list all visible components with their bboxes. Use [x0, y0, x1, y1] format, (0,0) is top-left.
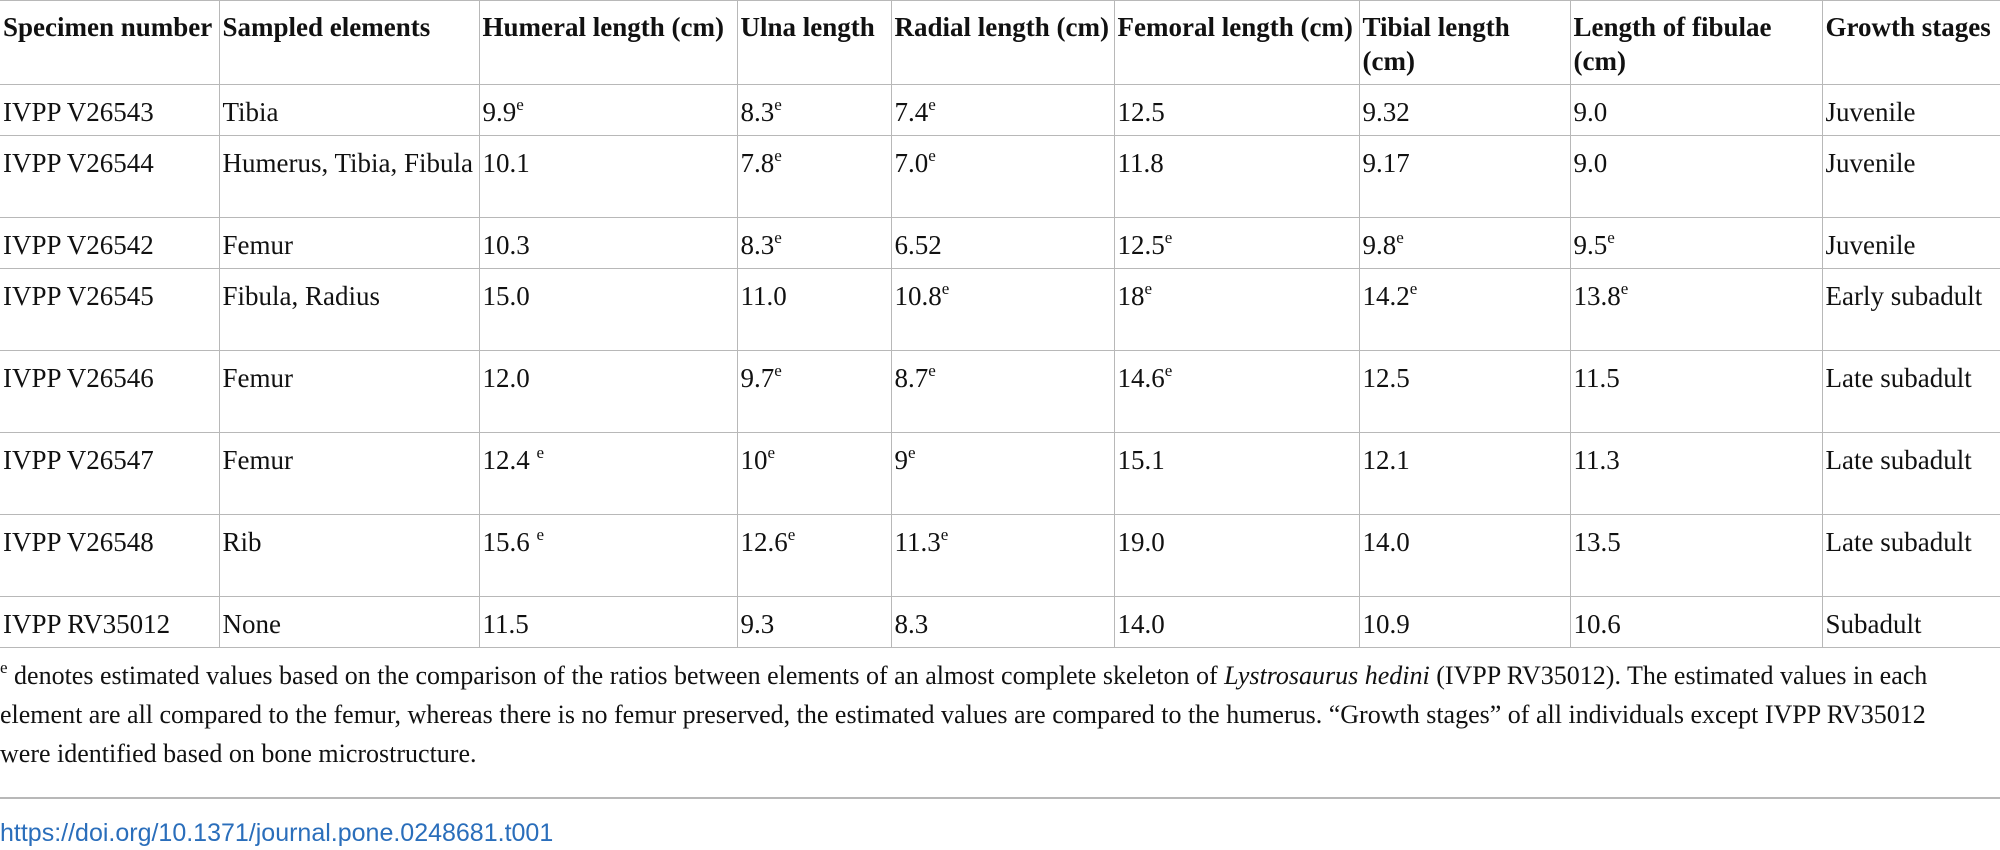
cell-value: Juvenile: [1825, 97, 1916, 127]
cell-value: IVPP RV35012: [3, 609, 171, 639]
cell-radial-length: [891, 597, 1114, 648]
cell-value: 9.17: [1362, 148, 1410, 178]
cell-fibulae-length: [1570, 85, 1822, 136]
estimate-marker: e: [787, 525, 796, 544]
separator-line: [0, 797, 2000, 799]
cell-value: 12.0: [482, 363, 530, 393]
estimate-marker: e: [908, 443, 916, 462]
cell-humeral-length: [479, 85, 737, 136]
cell-fibulae-length: [1570, 351, 1822, 433]
cell-value: 8.3: [894, 609, 929, 639]
table-row: [0, 218, 2000, 269]
estimate-marker: e: [536, 443, 545, 462]
cell-growth-stages: [1822, 218, 2000, 269]
cell-value: 12.5: [1117, 97, 1165, 127]
cell-tibial-length: [1359, 136, 1570, 218]
estimate-marker: e: [774, 361, 782, 380]
cell-value: Early subadult: [1825, 281, 1983, 311]
header-fibulae-length: Length of fibulae (cm): [1570, 1, 1822, 85]
cell-femoral-length: [1114, 269, 1359, 351]
cell-growth-stages: [1822, 515, 2000, 597]
estimate-marker: e: [774, 146, 782, 165]
cell-value: 18: [1117, 281, 1145, 311]
cell-sampled-elements: [219, 351, 479, 433]
cell-value: 10: [740, 445, 768, 475]
cell-fibulae-length: [1570, 433, 1822, 515]
cell-value: None: [222, 609, 281, 639]
cell-fibulae-length: [1570, 269, 1822, 351]
cell-specimen-number: [0, 351, 219, 433]
cell-value: 9: [894, 445, 908, 475]
cell-value: 13.8: [1573, 281, 1621, 311]
estimate-marker: e: [940, 525, 949, 544]
cell-value: 12.6: [740, 527, 788, 557]
cell-humeral-length: [479, 597, 737, 648]
cell-sampled-elements: [219, 515, 479, 597]
estimate-marker: e: [1396, 228, 1404, 247]
cell-humeral-length: [479, 515, 737, 597]
cell-value: 9.3: [740, 609, 775, 639]
cell-value: Subadult: [1825, 609, 1922, 639]
cell-value: 10.6: [1573, 609, 1621, 639]
cell-value: 15.6: [482, 527, 537, 557]
header-specimen-number: Specimen number: [0, 1, 219, 85]
cell-value: Humerus, Tibia, Fibula: [222, 148, 474, 178]
cell-sampled-elements: [219, 85, 479, 136]
cell-fibulae-length: [1570, 136, 1822, 218]
cell-growth-stages: [1822, 269, 2000, 351]
estimate-marker: e: [516, 95, 524, 114]
cell-specimen-number: [0, 85, 219, 136]
table-body: [0, 85, 2000, 648]
cell-growth-stages: [1822, 597, 2000, 648]
cell-growth-stages: [1822, 136, 2000, 218]
cell-value: 15.0: [482, 281, 530, 311]
cell-femoral-length: [1114, 597, 1359, 648]
header-growth-stages: Growth stages: [1822, 1, 2000, 85]
cell-radial-length: [891, 218, 1114, 269]
cell-femoral-length: [1114, 85, 1359, 136]
cell-tibial-length: [1359, 597, 1570, 648]
cell-femoral-length: [1114, 351, 1359, 433]
cell-value: 12.1: [1362, 445, 1410, 475]
cell-value: 10.8: [894, 281, 942, 311]
header-row: [0, 1, 2000, 85]
cell-humeral-length: [479, 269, 737, 351]
table-row: [0, 433, 2000, 515]
cell-value: 7.4: [894, 97, 929, 127]
cell-value: IVPP V26548: [3, 527, 154, 557]
cell-ulna-length: [737, 269, 891, 351]
estimate-marker: e: [928, 95, 936, 114]
cell-specimen-number: [0, 515, 219, 597]
cell-ulna-length: [737, 351, 891, 433]
cell-value: 14.6: [1117, 363, 1165, 393]
cell-value: 11.0: [740, 281, 787, 311]
cell-value: 9.32: [1362, 97, 1410, 127]
table-row: [0, 597, 2000, 648]
cell-radial-length: [891, 515, 1114, 597]
header-humeral-length: Humeral length (cm): [479, 1, 737, 85]
cell-growth-stages: [1822, 85, 2000, 136]
table-row: [0, 351, 2000, 433]
cell-growth-stages: [1822, 433, 2000, 515]
cell-value: 10.1: [482, 148, 530, 178]
table-row: [0, 136, 2000, 218]
estimate-marker: e: [536, 525, 545, 544]
cell-value: 7.0: [894, 148, 929, 178]
cell-value: Femur: [222, 363, 293, 393]
cell-sampled-elements: [219, 433, 479, 515]
cell-sampled-elements: [219, 597, 479, 648]
cell-value: 14.0: [1117, 609, 1165, 639]
cell-radial-length: [891, 351, 1114, 433]
cell-value: IVPP V26542: [3, 230, 154, 260]
estimate-marker: e: [774, 228, 782, 247]
cell-value: 8.7: [894, 363, 929, 393]
cell-value: 11.3: [894, 527, 941, 557]
cell-value: 10.3: [482, 230, 530, 260]
estimate-marker: e: [1164, 361, 1173, 380]
cell-value: 7.8: [740, 148, 775, 178]
cell-value: 14.2: [1362, 281, 1410, 311]
estimate-marker: e: [1620, 279, 1629, 298]
doi-link[interactable]: https://doi.org/10.1371/journal.pone.0248681.t001: [0, 819, 554, 847]
cell-specimen-number: [0, 269, 219, 351]
cell-sampled-elements: [219, 218, 479, 269]
cell-value: 11.3: [1573, 445, 1620, 475]
cell-value: 6.52: [894, 230, 942, 260]
cell-value: 9.8: [1362, 230, 1397, 260]
table-row: [0, 515, 2000, 597]
table-footnote: [0, 656, 1960, 773]
cell-humeral-length: [479, 218, 737, 269]
header-femoral-length: Femoral length (cm): [1114, 1, 1359, 85]
cell-humeral-length: [479, 433, 737, 515]
estimate-marker: e: [941, 279, 950, 298]
footnote-marker: e: [0, 658, 8, 677]
cell-tibial-length: [1359, 433, 1570, 515]
cell-value: 11.5: [482, 609, 529, 639]
cell-value: 9.5: [1573, 230, 1608, 260]
cell-value: 15.1: [1117, 445, 1165, 475]
cell-ulna-length: [737, 85, 891, 136]
cell-value: 19.0: [1117, 527, 1165, 557]
estimate-marker: e: [774, 95, 782, 114]
cell-growth-stages: [1822, 351, 2000, 433]
cell-value: 12.5: [1117, 230, 1165, 260]
estimate-marker: e: [767, 443, 776, 462]
cell-ulna-length: [737, 515, 891, 597]
cell-value: IVPP V26544: [3, 148, 154, 178]
cell-value: IVPP V26546: [3, 363, 154, 393]
cell-femoral-length: [1114, 433, 1359, 515]
cell-tibial-length: [1359, 515, 1570, 597]
cell-fibulae-length: [1570, 218, 1822, 269]
cell-tibial-length: [1359, 218, 1570, 269]
cell-femoral-length: [1114, 218, 1359, 269]
cell-value: Tibia: [222, 97, 279, 127]
estimate-marker: e: [928, 146, 936, 165]
header-radial-length: Radial length (cm): [891, 1, 1114, 85]
cell-ulna-length: [737, 218, 891, 269]
cell-radial-length: [891, 269, 1114, 351]
table-row: [0, 269, 2000, 351]
cell-radial-length: [891, 136, 1114, 218]
header-ulna-length: Ulna length: [737, 1, 891, 85]
cell-value: Juvenile: [1825, 230, 1916, 260]
table-row: [0, 85, 2000, 136]
estimate-marker: e: [1607, 228, 1615, 247]
cell-sampled-elements: [219, 136, 479, 218]
cell-value: 12.4: [482, 445, 537, 475]
cell-fibulae-length: [1570, 597, 1822, 648]
cell-sampled-elements: [219, 269, 479, 351]
cell-value: 10.9: [1362, 609, 1410, 639]
cell-value: Femur: [222, 445, 293, 475]
cell-value: 8.3: [740, 97, 775, 127]
cell-specimen-number: [0, 218, 219, 269]
cell-ulna-length: [737, 597, 891, 648]
cell-value: Late subadult: [1825, 527, 1972, 557]
cell-specimen-number: [0, 597, 219, 648]
cell-value: Fibula, Radius: [222, 281, 381, 311]
cell-value: Juvenile: [1825, 148, 1916, 178]
estimate-marker: e: [1409, 279, 1418, 298]
cell-specimen-number: [0, 433, 219, 515]
cell-radial-length: [891, 433, 1114, 515]
footnote-species: Lystrosaurus hedini: [1224, 661, 1430, 690]
cell-value: 8.3: [740, 230, 775, 260]
cell-value: 14.0: [1362, 527, 1410, 557]
cell-femoral-length: [1114, 136, 1359, 218]
cell-value: 12.5: [1362, 363, 1410, 393]
estimate-marker: e: [1144, 279, 1153, 298]
cell-value: Femur: [222, 230, 293, 260]
cell-humeral-length: [479, 136, 737, 218]
table-header: [0, 1, 2000, 85]
cell-value: 9.9: [482, 97, 517, 127]
header-tibial-length: Tibial length (cm): [1359, 1, 1570, 85]
footnote-text-before: denotes estimated values based on the comparison of the ratios between elements of an almost complete skeleton of: [7, 661, 1225, 690]
cell-value: 13.5: [1573, 527, 1621, 557]
cell-value: Late subadult: [1825, 363, 1972, 393]
cell-value: IVPP V26543: [3, 97, 154, 127]
cell-radial-length: [891, 85, 1114, 136]
cell-ulna-length: [737, 136, 891, 218]
estimate-marker: e: [1164, 228, 1173, 247]
cell-femoral-length: [1114, 515, 1359, 597]
cell-value: IVPP V26545: [3, 281, 154, 311]
cell-ulna-length: [737, 433, 891, 515]
cell-tibial-length: [1359, 269, 1570, 351]
cell-value: Rib: [222, 527, 262, 557]
cell-value: 9.7: [740, 363, 775, 393]
header-sampled-elements: Sampled elements: [219, 1, 479, 85]
cell-value: Late subadult: [1825, 445, 1972, 475]
cell-value: 9.0: [1573, 148, 1608, 178]
cell-value: 11.8: [1117, 148, 1164, 178]
cell-tibial-length: [1359, 351, 1570, 433]
cell-humeral-length: [479, 351, 737, 433]
footnote-text-after: (IVPP RV35012). The estimated values in each element are all compared to the femur, whereas there is no femur preserved, the estimated values are compared to the humerus. “Growth stages” of all individuals except IVPP RV35012 were identified based on bone microstructure.: [0, 661, 1928, 768]
cell-value: 11.5: [1573, 363, 1620, 393]
cell-value: IVPP V26547: [3, 445, 154, 475]
cell-specimen-number: [0, 136, 219, 218]
cell-tibial-length: [1359, 85, 1570, 136]
estimate-marker: e: [928, 361, 936, 380]
cell-value: 9.0: [1573, 97, 1608, 127]
cell-fibulae-length: [1570, 515, 1822, 597]
